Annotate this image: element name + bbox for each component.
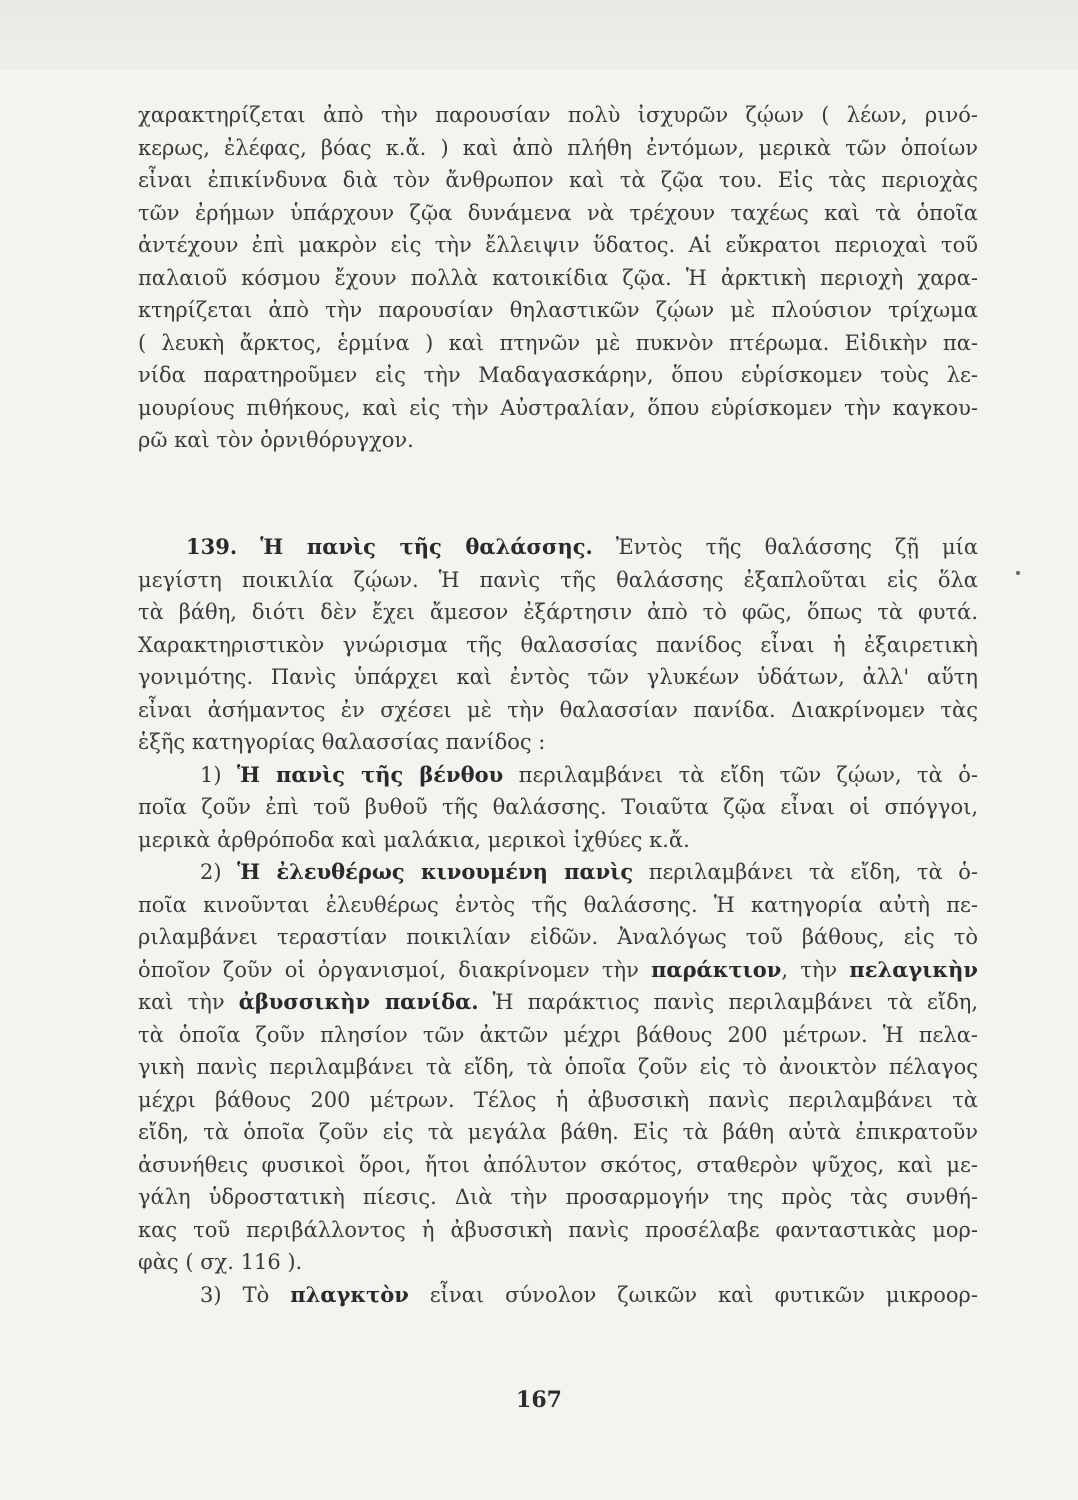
term-pelagic: πελαγικὴν <box>849 956 978 982</box>
term-coastal: παράκτιον <box>651 956 782 982</box>
section-number: 139. <box>186 534 238 559</box>
section-body <box>138 564 978 1312</box>
text-span: ὁποῖον ζοῦν οἱ ὀργανισμοί, διακρίνομεν τὴν <box>138 957 652 982</box>
section-first-line: Ἐντὸς τῆς θαλάσσης ζῇ μία <box>615 535 979 559</box>
list-marker: 2) <box>200 860 222 884</box>
term-plankton: πλαγκτὸν <box>290 1281 409 1307</box>
intro-paragraph <box>138 99 978 457</box>
list-item-text: περιλαμβάνει τὰ εἴδη τῶν ζῴων, τὰ ὁ- <box>518 762 978 787</box>
list-item-term: Ἡ πανὶς τῆς βένθου <box>236 761 504 787</box>
list-item-3 <box>138 1279 978 1312</box>
list-item-1 <box>138 759 978 792</box>
scan-top-margin <box>0 0 1078 70</box>
text-line: μεγίστη ποικιλία ζῴων. Ἡ πανὶς τῆς θαλάσσης ἐξαπλοῦται εἰς ὅλα <box>138 567 978 592</box>
text-line: τὰ βάθη, διότι δὲν ἔχει ἄμεσον ἐξάρτησιν ἀπὸ τὸ φῶς, ὅπως τὰ φυτά. <box>138 600 978 624</box>
text-span: , τὴν <box>781 957 850 982</box>
text-line: χαρακτηρίζεται ἀπὸ τὴν παρουσίαν πολὺ ἰσχυρῶν ζῴων ( λέων, ρινό- <box>138 103 978 127</box>
text-line: ἀντέχουν ἐπὶ μακρὸν εἰς τὴν ἔλλειψιν ὕδατος. Αἱ εὔκρατοι περιοχαὶ τοῦ <box>138 233 978 257</box>
text-line: γονιμότης. Πανὶς ὑπάρχει καὶ ἐντὸς τῶν γλυκέων ὑδάτων, ἀλλ' αὕτη <box>138 665 978 689</box>
text-line: τῶν ἐρήμων ὑπάρχουν ζῷα δυνάμενα νὰ τρέχουν ταχέως καὶ τὰ ὁποῖα <box>138 200 978 225</box>
text-line: ποῖα ζοῦν ἐπὶ τοῦ βυθοῦ τῆς θαλάσσης. Τοιαῦτα ζῷα εἶναι οἱ σπόγγοι, <box>138 795 978 819</box>
section-heading <box>186 531 978 564</box>
text-line <box>138 986 978 1019</box>
text-line: κτηρίζεται ἀπὸ τὴν παρουσίαν θηλαστικῶν ζῴων μὲ πλούσιον τρίχωμα <box>138 298 978 322</box>
text-span: καὶ τὴν <box>138 990 239 1014</box>
text-line: κερως, ἐλέφας, βόας κ.ἄ. ) καὶ ἀπὸ πλήθη ἐντόμων, μερικὰ τῶν ὁποίων <box>138 135 978 160</box>
text-line: κας τοῦ περιβάλλοντος ἡ ἀβυσσικὴ πανὶς προσέλαβε φανταστικὰς μορ- <box>138 1217 978 1242</box>
text-line: φὰς ( σχ. 116 ). <box>138 1250 303 1274</box>
page-number: 167 <box>516 1387 562 1413</box>
term-abyssal: ἀβυσσικὴν πανίδα. <box>238 989 479 1014</box>
text-span: εἶναι σύνολον ζωικῶν καὶ φυτικῶν μικροορ- <box>408 1282 978 1307</box>
text-line: ρῶ καὶ τὸν ὀρνιθόρυγχον. <box>138 428 414 452</box>
text-line: εἶναι ἀσήμαντος ἐν σχέσει μὲ τὴν θαλασσίαν πανίδα. Διακρίνομεν τὰς <box>138 697 978 722</box>
text-line: γάλη ὑδροστατικὴ πίεσις. Διὰ τὴν προσαρμογήν της πρὸς τὰς συνθή- <box>138 1185 978 1209</box>
margin-mark <box>1016 571 1020 575</box>
text-line: ἑξῆς κατηγορίας θαλασσίας πανίδος : <box>138 730 546 754</box>
text-line: ἀσυνήθεις φυσικοὶ ὅροι, ἤτοι ἀπόλυτον σκότος, σταθερὸν ψῦχος, καὶ με- <box>138 1152 978 1177</box>
text-line: μερικὰ ἀρθρόποδα καὶ μαλάκια, μερικοὶ ἰχθύες κ.ἄ. <box>138 827 690 852</box>
list-item-text: περιλαμβάνει τὰ εἴδη, τὰ ὁ- <box>648 860 978 884</box>
text-span: Τὸ <box>242 1282 291 1307</box>
text-line: ποῖα κινοῦνται ἐλευθέρως ἐντὸς τῆς θαλάσσης. Ἡ κατηγορία αὐτὴ πε- <box>138 892 978 917</box>
list-marker: 1) <box>200 762 222 787</box>
text-line: γικὴ πανὶς περιλαμβάνει τὰ εἴδη, τὰ ὁποῖα ζοῦν εἰς τὸ ἀνοικτὸν πέλαγος <box>138 1055 978 1079</box>
list-marker: 3) <box>200 1282 222 1307</box>
list-item-term: Ἡ ἐλευθέρως κινουμένη πανὶς <box>237 859 634 884</box>
text-line: ( λευκὴ ἄρκτος, ἑρμίνα ) καὶ πτηνῶν μὲ πυκνὸν πτέρωμα. Εἰδικὴν πα- <box>138 330 978 355</box>
text-line: παλαιοῦ κόσμου ἔχουν πολλὰ κατοικίδια ζῷα. Ἡ ἀρκτικὴ περιοχὴ χαρα- <box>138 265 978 290</box>
section-title: Ἡ πανὶς τῆς θαλάσσης. <box>260 534 593 559</box>
text-line <box>138 954 978 987</box>
text-line: Χαρακτηριστικὸν γνώρισμα τῆς θαλασσίας πανίδος εἶναι ἡ ἐξαιρετικὴ <box>138 632 978 657</box>
text-line: τὰ ὁποῖα ζοῦν πλησίον τῶν ἀκτῶν μέχρι βάθους 200 μέτρων. Ἡ πελα- <box>138 1022 978 1047</box>
text-line: μέχρι βάθους 200 μέτρων. Τέλος ἡ ἀβυσσικὴ πανὶς περιλαμβάνει τὰ <box>138 1087 978 1112</box>
text-span: Ἡ παράκτιος πανὶς περιλαμβάνει τὰ εἴδη, <box>478 990 978 1014</box>
list-item-2 <box>138 856 978 889</box>
text-line: ριλαμβάνει τεραστίαν ποικιλίαν εἰδῶν. Ἀναλόγως τοῦ βάθους, εἰς τὸ <box>138 925 978 949</box>
text-line: μουρίους πιθήκους, καὶ εἰς τὴν Αὐστραλίαν, ὅπου εὑρίσκομεν τὴν καγκου- <box>138 395 978 420</box>
text-line: εἴδη, τὰ ὁποῖα ζοῦν εἰς τὰ μεγάλα βάθη. Εἰς τὰ βάθη αὐτὰ ἐπικρατοῦν <box>138 1120 978 1144</box>
text-line: νίδα παρατηροῦμεν εἰς τὴν Μαδαγασκάρην, ὅπου εὑρίσκομεν τοὺς λε- <box>138 363 978 387</box>
text-line: εἶναι ἐπικίνδυνα διὰ τὸν ἄνθρωπον καὶ τὰ ζῷα του. Εἰς τὰς περιοχὰς <box>138 168 978 192</box>
